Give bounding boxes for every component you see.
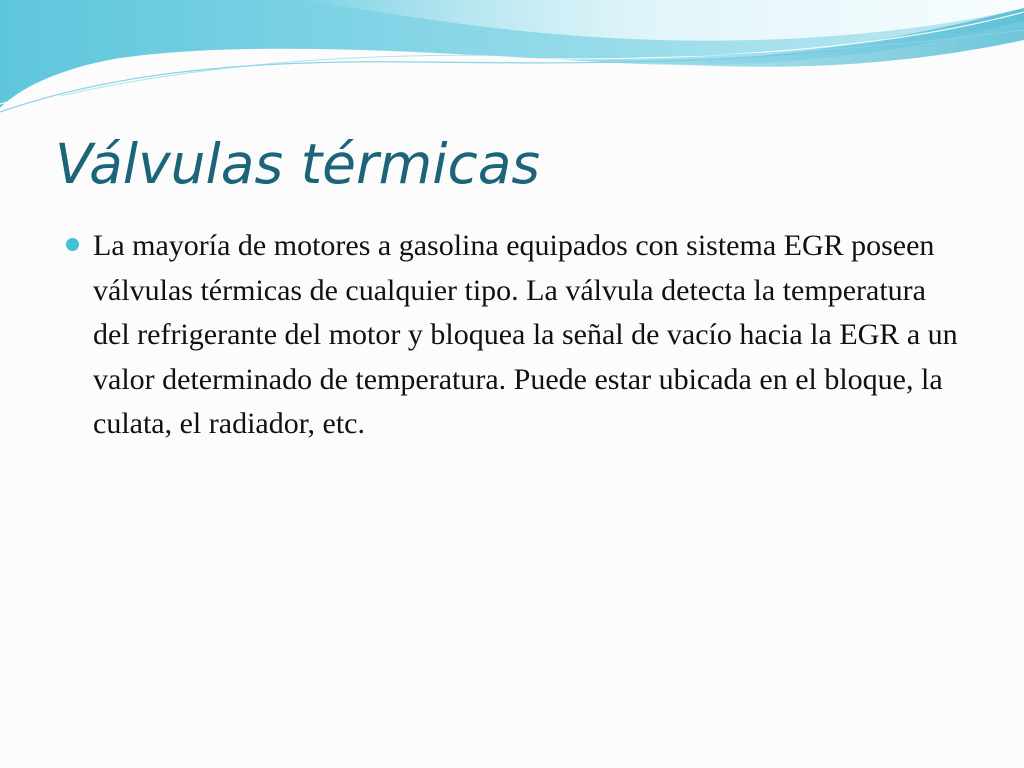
slide-title: Válvulas térmicas [55,132,541,196]
bullet-dot-icon [66,238,79,251]
header-wave-decoration [0,0,1024,130]
bullet-list [65,224,970,447]
bullet-text: La mayoría de motores a gasolina equipados con sistema EGR poseen válvulas térmicas de cualquier tipo. La válvula detecta la temperatura del refrigerante del motor y bloquea la señal de vacío hacia la EGR a un valor determinado de temperatura. Puede estar ubicada en el bloque, la culata, el radiador, etc. [93,229,958,440]
bullet-item [65,224,970,447]
